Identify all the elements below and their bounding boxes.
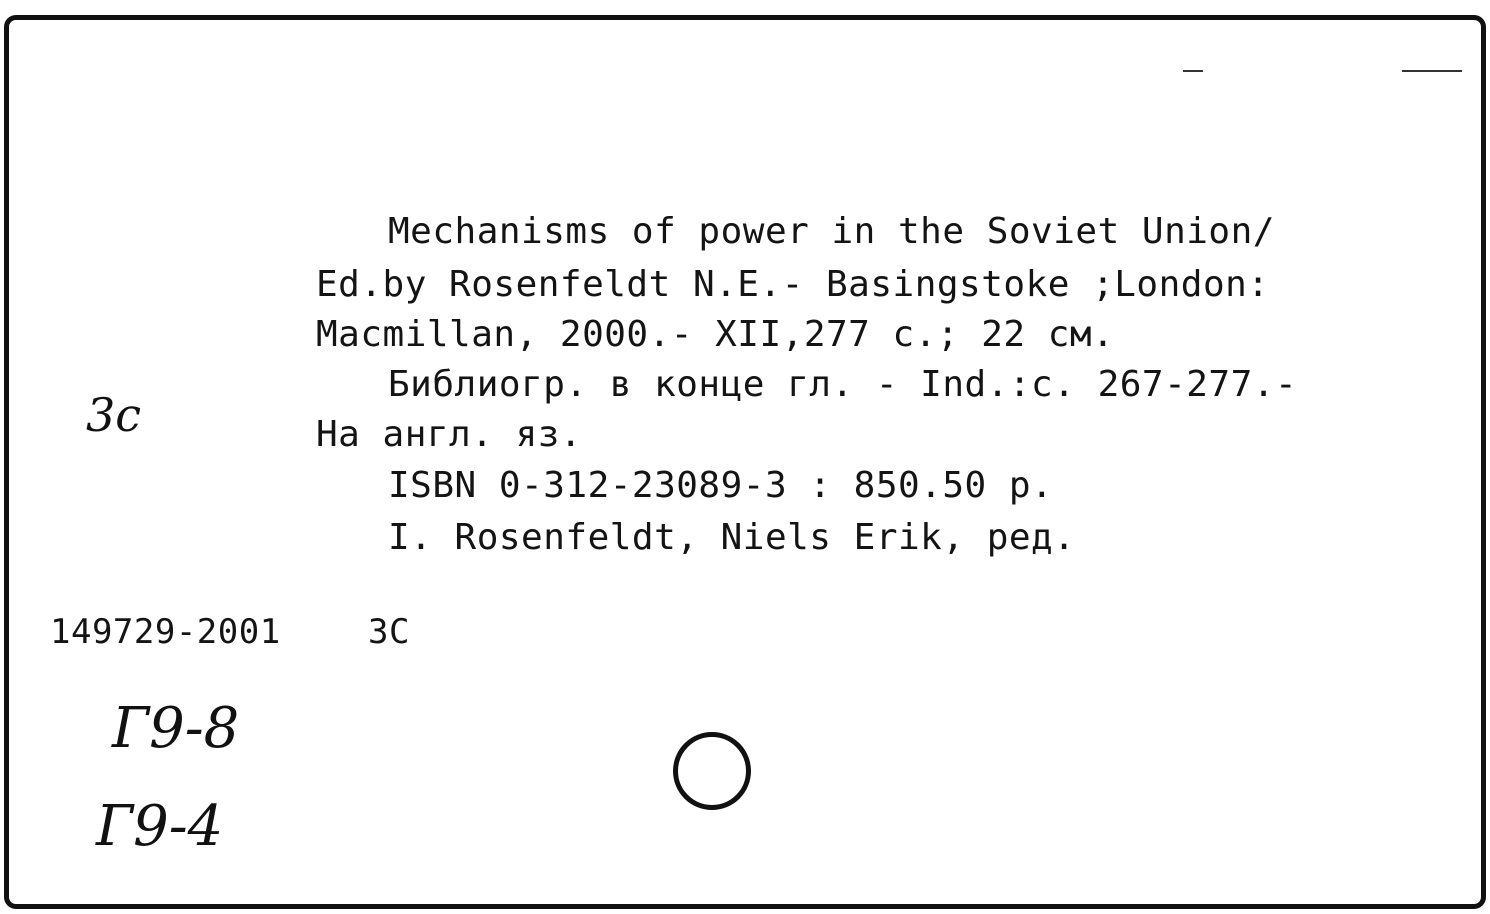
isbn-line: ISBN 0-312-23089-3 : 850.50 р. (388, 465, 1054, 506)
scan-speck (1183, 70, 1203, 72)
accession-number: 149729-2001 (50, 612, 281, 652)
language-note: На англ. яз. (316, 414, 583, 455)
publication-line: Ed.by Rosenfeldt N.E.- Basingstoke ;London: (316, 264, 1270, 305)
accession-code: 3C (368, 612, 410, 652)
scan-speck (1402, 70, 1462, 72)
added-entry: I. Rosenfeldt, Niels Erik, ред. (388, 517, 1076, 558)
handwritten-note-1: Г9-8 (112, 696, 240, 761)
punch-hole (673, 732, 751, 810)
handwritten-note-2: Г9-4 (96, 794, 224, 859)
shelf-code-handwritten: 3c (86, 388, 142, 442)
title-line: Mechanisms of power in the Soviet Union/ (388, 211, 1275, 252)
bibliography-note: Библиогр. в конце гл. - Ind.:c. 267-277.- (388, 364, 1298, 405)
publisher-line: Macmillan, 2000.- XII,277 c.; 22 см. (316, 314, 1115, 355)
